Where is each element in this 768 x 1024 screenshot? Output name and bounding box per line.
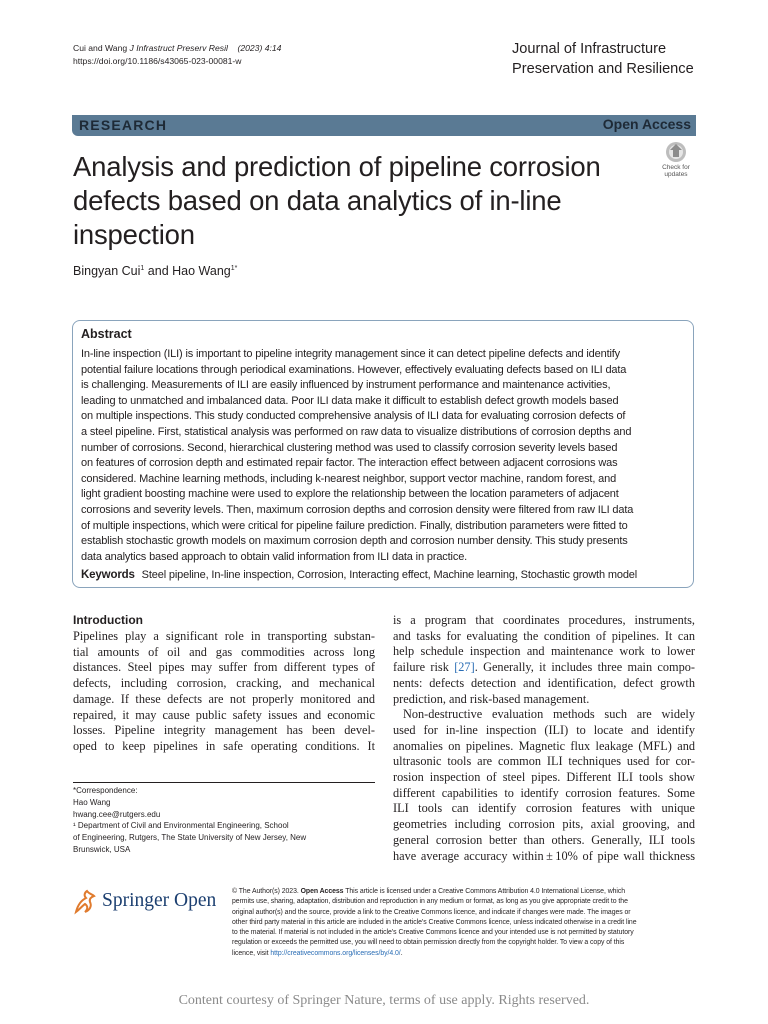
footnote-correspondence: *Correspondence: (73, 786, 138, 795)
footnote-affiliation: Brunswick, USA (73, 844, 131, 854)
abstract-line: data analytics based approach to obtain valid information from ILI data in practice. (81, 550, 468, 563)
citation-journal: J Infrastruct Preserv Resil (129, 43, 228, 53)
journal-name-line1: Journal of Infrastructure (512, 41, 667, 57)
abstract-line: on multiple inspections. This study conducted comprehensive analysis of ILI data for evaluating corrosion defects of (81, 410, 626, 423)
intro-right-column (393, 613, 695, 864)
body-line: distances. Steel pipes may suffer from different types of (73, 660, 375, 675)
abstract-heading: Abstract (81, 327, 132, 341)
abstract-line: corrosions and severity levels. Then, maximum corrosion depths and corrosion density were filtered from raw ILI data (81, 503, 634, 516)
author-list (73, 264, 237, 278)
abstract-line: light gradient boosting machine were used to explore the relationship between the location parameters of adjacent (81, 488, 619, 501)
author-joiner: and (144, 264, 173, 278)
body-line: anomalies on pipelines. Magnetic flux leakage (MFL) and (393, 738, 695, 753)
author-cui-affiliation: 1 (140, 264, 145, 272)
journal-name (512, 40, 712, 79)
body-line: defects, including corrosion, cracking, and mechanical (73, 676, 375, 691)
footnote-affiliation: of Engineering, Rutgers, The State University of New Jersey, New (73, 833, 307, 843)
license-text: © The Author(s) 2023. Open Access This article is licensed under a Creative Commons Attribution 4.0 International License, which permits use, sharing, adaptation, distribution and reproduction in any medium or format, as long as you give appropriate credit to the original author(s) and the source, provide a link to the Creative Commons licence, and indicate if changes were made. The images or other third party material in this article are included in the article’s Creative Commons licence, unless indicated otherwise in a credit line to the material. If material is not included in the article’s Creative Commons licence and your intended use is not permitted by statutory regulation or exceeds the permitted use, you will need to obtain permission directly from the copyright holder. To view a copy of this licence, visit http://creativecommons.org/licenses/by/4.0/. (232, 888, 637, 957)
title-line-2: defects based on data analytics of in-line (73, 185, 562, 216)
check-for-updates-badge[interactable] (657, 141, 695, 181)
keywords-list: Steel pipeline, In-line inspection, Corrosion, Interacting effect, Machine learning, Stochastic growth model (141, 569, 638, 581)
body-line: different capabilities to identify corrosion features. Some (393, 785, 695, 800)
springer-horse-icon (72, 888, 98, 916)
body-line: losses. Pipeline integrity management has been devel- (73, 723, 375, 738)
author-wang-affiliation: 1* (230, 264, 238, 272)
body-line: general corrosion better than others. Generally, ILI tools (393, 832, 695, 847)
body-line: Non-destructive evaluation methods such are widely (403, 707, 695, 722)
citation-authors: Cui and Wang (73, 43, 128, 53)
open-access-label: Open Access (602, 116, 691, 132)
abstract-body (81, 347, 687, 565)
license-url-link[interactable]: http://creativecommons.org/licenses/by/4.0/ (270, 949, 401, 957)
introduction-heading: Introduction (73, 613, 143, 627)
journal-name-line2: Preservation and Resilience (512, 60, 694, 77)
body-line: prediction, and risk-based management. (393, 691, 590, 706)
abstract-line: leading to unmatched and imbalanced data. Poor ILI data make it difficult to establish defect growth models based (81, 394, 619, 407)
reference-link-27[interactable]: [27] (454, 660, 475, 675)
citation-year-volume: (2023) 4:14 (237, 43, 282, 53)
body-line: help schedule inspection and maintenance work to lower (393, 644, 695, 659)
body-line: geometries including corrosion pits, axial grooving, and (393, 817, 695, 832)
body-line: have average accuracy within ± 10% of pipe wall thickness (393, 848, 695, 863)
abstract-line: considered. Machine learning methods, including k-nearest neighbor, support vector machine, random forest, and (81, 472, 617, 485)
title-line-3: inspection (73, 219, 195, 250)
abstract-line: of multiple inspections, which were critical for pipeline failure prediction. Finally, distribution parameters were fitted to (81, 519, 628, 532)
courtesy-notice: Content courtesy of Springer Nature, terms of use apply. Rights reserved. (178, 993, 590, 1008)
abstract-line: is challenging. Measurements of ILI are easily influenced by instrument performance and maintenance activities, (81, 379, 611, 392)
check-for-updates-icon (657, 141, 695, 165)
abstract-line: establish stochastic growth models on maximum corrosion depth and corrosion number density. This study presents (81, 535, 628, 548)
body-line: damage. If these defects are not properly monitored and (73, 691, 375, 706)
body-line: ILI tools can identify corrosion features with unique (393, 801, 695, 816)
footnote-email[interactable]: hwang.cee@rutgers.edu (73, 809, 161, 819)
abstract-line: on features of corrosion depth and estimated repair factor. The interaction effect between adjacent corrosions was (81, 457, 618, 470)
footnote-affiliation: ¹ Department of Civil and Environmental Engineering, School (73, 821, 289, 831)
body-line: and tasks for evaluating the condition of pipelines. It can (393, 628, 695, 643)
author-cui[interactable]: Bingyan Cui (73, 264, 141, 278)
abstract-line: In-line inspection (ILI) is important to pipeline integrity management since it can detect pipeline defects and identify (81, 348, 621, 360)
title-line-1: Analysis and prediction of pipeline corrosion (73, 151, 601, 182)
body-line: repaired, it may cause public safety issues and economic (73, 707, 375, 722)
footnote-rule (73, 782, 375, 783)
citation-block (73, 42, 353, 68)
abstract-line: number of corrosions. Second, hierarchical clustering method was used to classify corrosion severity levels based (81, 441, 618, 454)
footnote-name: Hao Wang (73, 797, 111, 807)
footnotes (73, 785, 375, 856)
body-line: rosion inspection of steel pipes. Different ILI tools show (393, 770, 695, 785)
springer-wordmark: Springer Open (102, 890, 217, 911)
body-line-with-ref: failure risk [27]. Generally, it includes three main compo- (393, 660, 695, 675)
body-line: oped to keep pipelines in safe operating conditions. It (73, 738, 375, 753)
body-line: Pipelines play a significant role in transporting substan- (73, 629, 375, 643)
springer-open-logo[interactable] (72, 888, 222, 918)
abstract-line: potential failure locations through periodical examinations. However, effectively evaluating defects based on ILI data (81, 363, 627, 376)
body-line: is a program that coordinates procedures, instruments, (393, 613, 695, 627)
article-type-label: RESEARCH (79, 117, 168, 133)
body-line: ultrasonic tools are common ILI techniques used for cor- (393, 754, 695, 769)
body-line: tial amounts of oil and gas commodities across long (73, 644, 375, 659)
check-for-updates-text: Check for updates (662, 164, 690, 178)
keywords (81, 569, 691, 581)
body-line: used for in-line inspection (ILI) to locate and identify (393, 722, 695, 737)
intro-left-column (73, 629, 375, 755)
abstract-line: a steel pipeline. First, statistical analysis was performed on raw data to visualize distributions of corrosion depths and (81, 425, 632, 438)
author-wang[interactable]: Hao Wang (172, 264, 231, 278)
body-line: nents: defects detection and identification, defect growth (393, 675, 695, 690)
article-title (73, 150, 653, 252)
doi-link[interactable]: https://doi.org/10.1186/s43065-023-00081-w (73, 56, 242, 66)
keywords-label: Keywords (81, 569, 135, 581)
